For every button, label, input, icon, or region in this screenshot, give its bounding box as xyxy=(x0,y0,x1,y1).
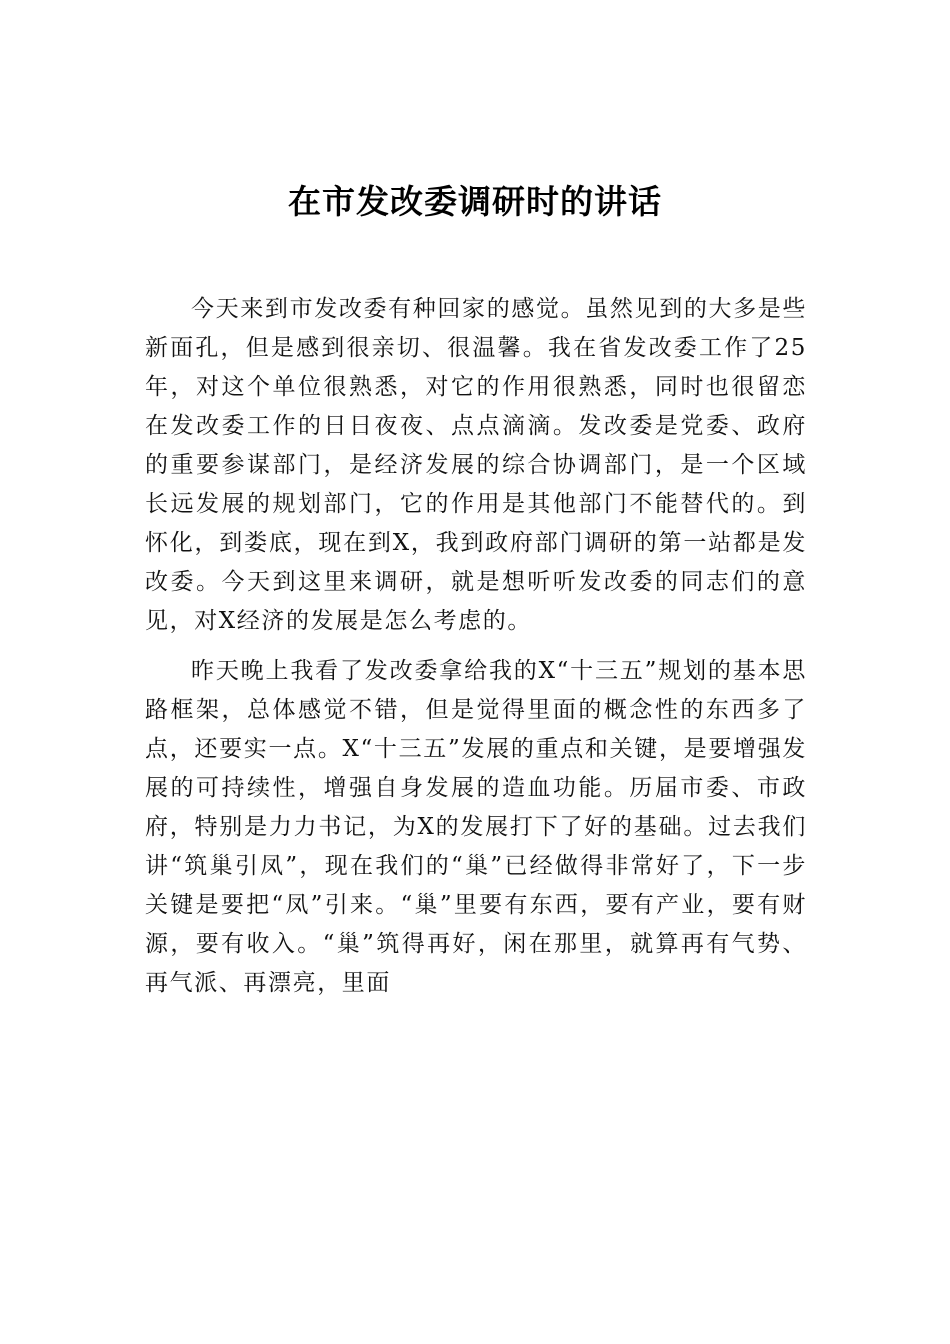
paragraph-1: 今天来到市发改委有种回家的感觉。虽然见到的大多是些新面孔，但是感到很亲切、很温馨。我在省发改委工作了25年，对这个单位很熟悉，对它的作用很熟悉，同时也很留恋在发改委工作的日日夜夜、点点滴滴。发改委是党委、政府的重要参谋部门，是经济发展的综合协调部门，是一个区域长远发展的规划部门，它的作用是其他部门不能替代的。到怀化，到娄底，现在到X，我到政府部门调研的第一站都是发改委。今天到这里来调研，就是想听听发改委的同志们的意见，对X经济的发展是怎么考虑的。 xyxy=(145,296,807,634)
paragraph-2: 昨天晚上我看了发改委拿给我的X“十三五”规划的基本思路框架，总体感觉不错，但是觉得里面的概念性的东西多了点，还要实一点。X“十三五”发展的重点和关键，是要增强发展的可持续性，增强自身发展的造血功能。历届市委、市政府，特别是力力书记，为X的发展打下了好的基础。过去我们讲“筑巢引凤”，现在我们的“巢”已经做得非常好了，下一步关键是要把“凤”引来。“巢”里要有东西，要有产业，要有财源，要有收入。“巢”筑得再好，闲在那里，就算再有气势、再气派、再漂亮，里面 xyxy=(145,658,807,996)
document-body xyxy=(145,290,807,1003)
document-title: 在市发改委调研时的讲话 xyxy=(288,182,662,222)
